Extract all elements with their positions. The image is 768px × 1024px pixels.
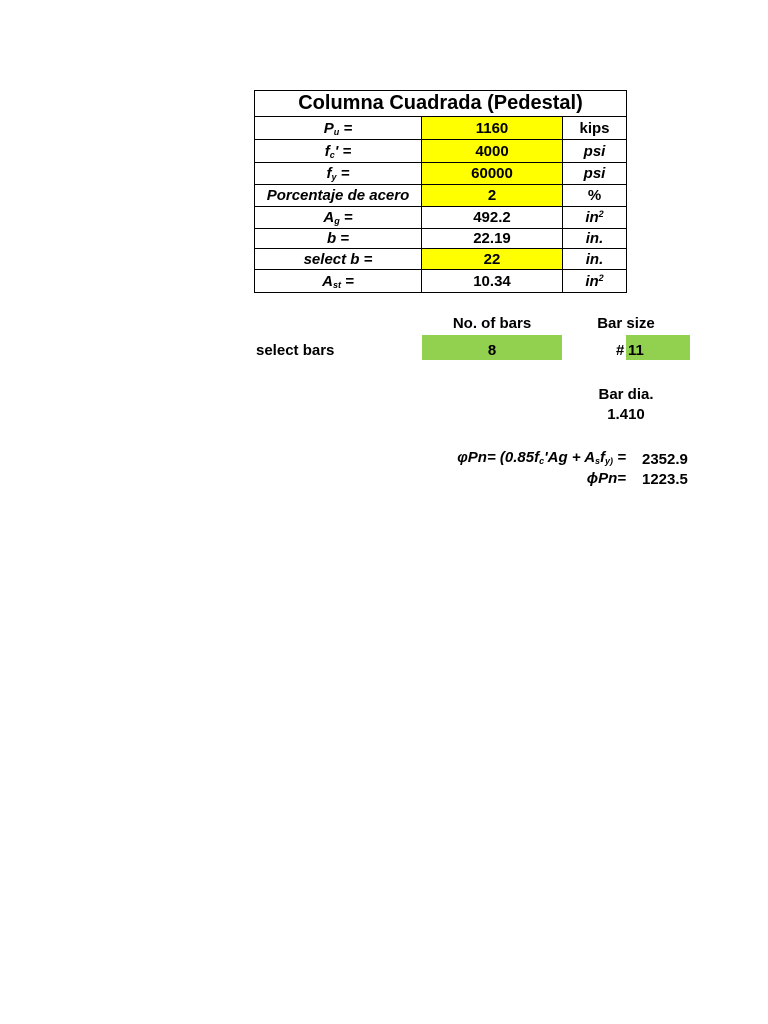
- bar-dia-value: 1.410: [607, 406, 645, 423]
- computed-value-cell: 492.2: [422, 207, 563, 229]
- select-bars-label: select bars: [256, 342, 335, 359]
- bar-size-header: Bar size: [597, 315, 655, 332]
- input-value-cell[interactable]: 60000: [422, 163, 563, 185]
- unit-cell: in.: [563, 229, 627, 249]
- parameter-label: $A_{st}$ =: [255, 270, 422, 293]
- design-capacity-value: 1223.5: [642, 471, 688, 488]
- bar-size-value: 11: [628, 342, 644, 359]
- unit-cell: in.: [563, 249, 627, 270]
- table-row: [255, 163, 627, 185]
- computed-value-cell: 10.34: [422, 270, 563, 293]
- unit-cell: $in^2$: [563, 270, 627, 293]
- computed-value-cell: 22.19: [422, 229, 563, 249]
- no-of-bars-value: 8: [487, 342, 497, 359]
- table-row: [255, 185, 627, 207]
- table-row: [255, 249, 627, 270]
- table-row: [255, 270, 627, 293]
- nominal-capacity-value: 2352.9: [642, 451, 688, 468]
- unit-cell: psi: [563, 140, 627, 163]
- unit-cell: %: [563, 185, 627, 207]
- parameter-label: $f_y$ =: [255, 163, 422, 185]
- parameter-label: Porcentaje de acero: [255, 185, 422, 207]
- nominal-capacity-formula: $\varphi Pn= (0.85f_c'Ag + A_sf_{y)}$ =: [457, 449, 626, 466]
- bar-size-hash: #: [616, 342, 625, 359]
- table-title: Columna Cuadrada (Pedestal): [255, 91, 627, 117]
- bar-dia-label: Bar dia.: [598, 386, 654, 403]
- parameter-label: $P_u$ =: [255, 117, 422, 140]
- unit-cell: kips: [563, 117, 627, 140]
- no-of-bars-cell[interactable]: [422, 335, 562, 360]
- table-row: [255, 140, 627, 163]
- parameter-label: $f_c'$ =: [255, 140, 422, 163]
- parameter-label: $A_g$ =: [255, 207, 422, 229]
- unit-cell: $in^2$: [563, 207, 627, 229]
- input-value-cell[interactable]: 2: [422, 185, 563, 207]
- parameter-label: b =: [255, 229, 422, 249]
- column-design-table: [254, 90, 627, 293]
- design-capacity-label: ϕPn=: [586, 470, 626, 487]
- table-row: [255, 117, 627, 140]
- table-row: [255, 207, 627, 229]
- bar-size-cell[interactable]: [626, 335, 690, 360]
- input-value-cell[interactable]: 22: [422, 249, 563, 270]
- table-row: [255, 229, 627, 249]
- parameter-label: select b =: [255, 249, 422, 270]
- input-value-cell[interactable]: 4000: [422, 140, 563, 163]
- unit-cell: psi: [563, 163, 627, 185]
- input-value-cell[interactable]: 1160: [422, 117, 563, 140]
- no-of-bars-header: No. of bars: [452, 315, 532, 332]
